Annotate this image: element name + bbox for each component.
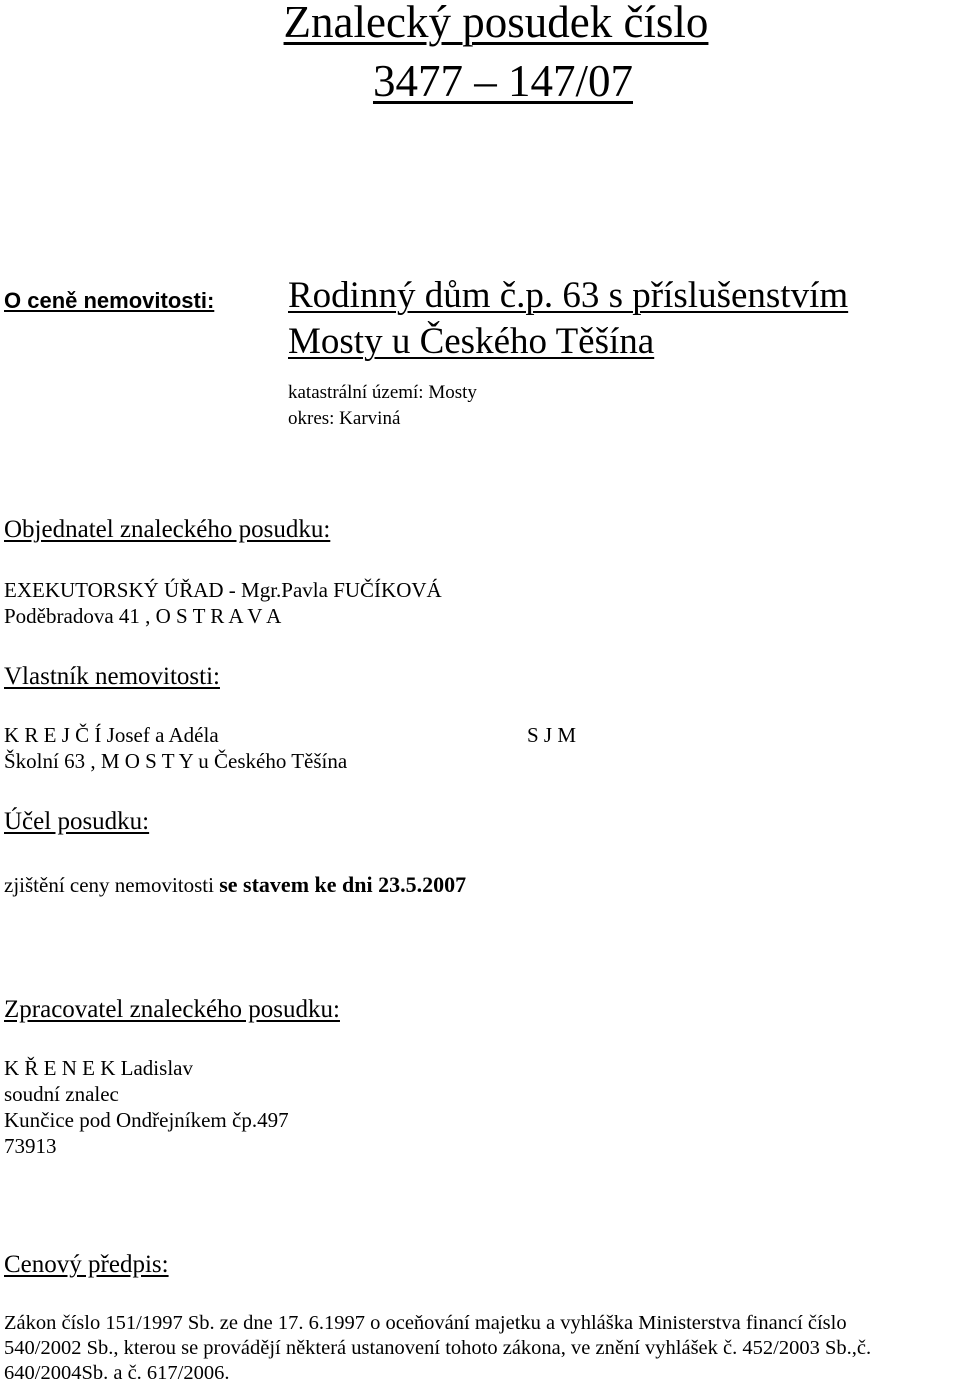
pricing-line3: 640/2004Sb. a č. 617/2006. (4, 1362, 230, 1384)
owner-line2: Školní 63 , M O S T Y u Českého Těšína (4, 749, 348, 773)
property-name-line2: Mosty u Českého Těšína (288, 321, 655, 362)
author-line3: Kunčice pod Ondřejníkem čp.497 (4, 1108, 289, 1132)
pricing-heading: Cenový předpis: (4, 1251, 169, 1278)
client-line2: Poděbradova 41 , O S T R A V A (4, 604, 282, 628)
pricing-line2: 540/2002 Sb., kterou se provádějí některá ustanovení tohoto zákona, ve znění vyhlášek č. 452/2003 Sb.,č. (4, 1337, 872, 1359)
document-title-line1: Znalecký posudek číslo (283, 0, 709, 47)
author-line1: K Ř E N E K Ladislav (4, 1056, 193, 1080)
owner-ownership: S J M (527, 723, 577, 747)
author-line2: soudní znalec (4, 1082, 119, 1106)
client-heading: Objednatel znaleckého posudku: (4, 516, 331, 543)
purpose-heading: Účel posudku: (4, 808, 150, 835)
purpose-date: se stavem ke dni 23.5.2007 (219, 872, 467, 897)
purpose-text (4, 872, 466, 898)
pricing-line1: Zákon číslo 151/1997 Sb. ze dne 17. 6.1997 o oceňování majetku a vyhláška Ministerstva financí číslo (4, 1312, 847, 1334)
property-name-line1: Rodinný dům č.p. 63 s příslušenstvím (288, 275, 849, 316)
property-district: okres: Karviná (288, 408, 401, 429)
author-heading: Zpracovatel znaleckého posudku: (4, 996, 340, 1023)
property-cadastre: katastrální území: Mosty (288, 382, 477, 403)
owner-line1: K R E J Č Í Josef a Adéla (4, 723, 219, 747)
property-label: O ceně nemovitosti: (4, 288, 215, 313)
owner-heading: Vlastník nemovitosti: (4, 663, 220, 690)
purpose-text-regular: zjištění ceny nemovitosti (4, 873, 220, 897)
author-line4: 73913 (4, 1134, 57, 1158)
document-title-line2: 3477 – 147/07 (372, 56, 633, 106)
client-line1: EXEKUTORSKÝ ÚŘAD - Mgr.Pavla FUČÍKOVÁ (4, 578, 442, 602)
